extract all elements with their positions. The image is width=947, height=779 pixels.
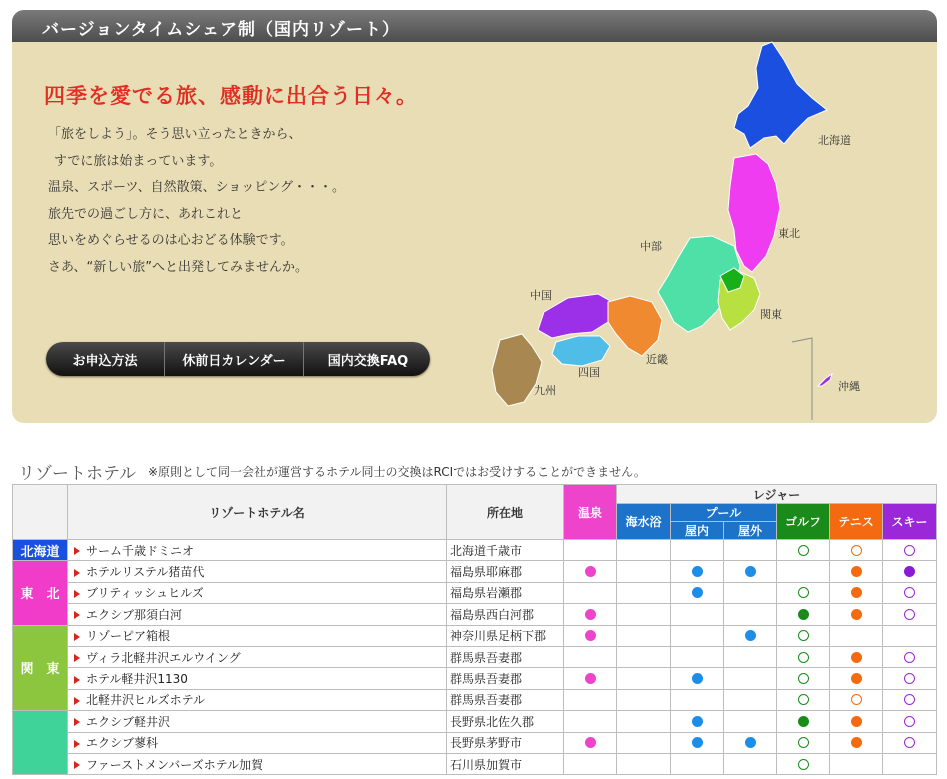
facility-pool-out-cell — [724, 561, 777, 582]
header-location: 所在地 — [447, 485, 564, 540]
filled-circle-icon — [851, 566, 862, 577]
facility-beach-cell — [617, 668, 671, 689]
page-title: バージョンタイムシェア制（国内リゾート） — [42, 20, 400, 40]
filled-circle-icon — [851, 716, 862, 727]
intro-text — [48, 122, 345, 281]
facility-onsen-cell — [564, 625, 617, 646]
hotel-name-link[interactable] — [68, 753, 447, 774]
hotel-name: エクシブ軽井沢 — [86, 714, 171, 729]
section-title: リゾートホテル — [18, 464, 137, 484]
hotel-location: 群馬県吾妻郡 — [447, 668, 564, 689]
header-pool-outdoor: 屋外 — [724, 522, 777, 540]
facility-ski-cell — [883, 668, 937, 689]
hotel-name: エクシブ那須白河 — [86, 607, 183, 622]
facility-pool-in-cell — [671, 668, 724, 689]
facility-beach-cell — [617, 646, 671, 667]
open-circle-icon — [851, 545, 862, 556]
tagline: 四季を愛でる旅、感動に出合う日々。 — [44, 83, 418, 108]
filled-circle-icon — [851, 587, 862, 598]
hotel-location: 福島県耶麻郡 — [447, 561, 564, 582]
hero-panel — [12, 10, 937, 423]
facility-beach-cell — [617, 711, 671, 732]
filled-circle-icon — [585, 609, 596, 620]
facility-beach-cell — [617, 561, 671, 582]
table-row — [13, 646, 937, 667]
facility-tennis-cell — [830, 689, 883, 710]
open-circle-icon — [851, 694, 862, 705]
facility-ski-cell — [883, 689, 937, 710]
table-row — [13, 668, 937, 689]
header-pool: プール — [671, 504, 777, 522]
hotel-name: ブリティッシュヒルズ — [86, 586, 204, 601]
facility-golf-cell — [777, 668, 830, 689]
facility-onsen-cell — [564, 711, 617, 732]
facility-beach-cell — [617, 625, 671, 646]
filled-circle-icon — [745, 630, 756, 641]
section-note: ※原則として同一会社が運営するホテル同士の交換はRCIではお受けすることができません。 — [148, 465, 646, 479]
hotel-name: 北軽井沢ヒルズホテル — [86, 693, 206, 708]
facility-onsen-cell — [564, 646, 617, 667]
open-circle-icon — [904, 587, 915, 598]
filled-circle-icon — [585, 673, 596, 684]
facility-golf-cell — [777, 732, 830, 753]
map-label-kyushu: 九州 — [534, 384, 556, 397]
hotel-name: ヴィラ北軽井沢エルウイング — [86, 650, 241, 665]
filled-circle-icon — [585, 566, 596, 577]
map-label-okinawa: 沖縄 — [838, 380, 860, 393]
okinawa-inset-frame — [792, 338, 812, 420]
map-region-kinki[interactable] — [608, 296, 662, 356]
header-leisure: レジャー — [617, 485, 937, 504]
facility-pool-in-cell — [671, 582, 724, 603]
hotel-name-link[interactable] — [68, 561, 447, 582]
facility-pool-out-cell — [724, 668, 777, 689]
facility-pool-out-cell — [724, 604, 777, 625]
filled-circle-icon — [692, 716, 703, 727]
intro-line: すでに旅は始まっています。 — [54, 153, 223, 169]
arrow-right-icon — [74, 654, 80, 662]
region-cell — [13, 711, 68, 775]
hotel-location: 長野県茅野市 — [447, 732, 564, 753]
facility-pool-out-cell — [724, 711, 777, 732]
arrow-right-icon — [74, 718, 80, 726]
filled-circle-icon — [692, 566, 703, 577]
intro-line: 旅先での過ごし方に、あれこれと — [48, 206, 244, 222]
filled-circle-icon — [692, 737, 703, 748]
open-circle-icon — [798, 545, 809, 556]
facility-pool-in-cell — [671, 625, 724, 646]
header-pool-indoor: 屋内 — [671, 522, 724, 540]
facility-onsen-cell — [564, 582, 617, 603]
intro-line: 思いをめぐらせるのは心おどる体験です。 — [48, 233, 294, 248]
facility-golf-cell — [777, 711, 830, 732]
open-circle-icon — [904, 737, 915, 748]
open-circle-icon — [904, 652, 915, 663]
hotel-name-link[interactable] — [68, 540, 447, 561]
arrow-right-icon — [74, 633, 80, 641]
filled-circle-icon — [692, 587, 703, 598]
hotel-name-link[interactable] — [68, 582, 447, 603]
facility-golf-cell — [777, 604, 830, 625]
facility-ski-cell — [883, 732, 937, 753]
facility-ski-cell — [883, 753, 937, 774]
arrow-right-icon — [74, 547, 80, 555]
facility-golf-cell — [777, 561, 830, 582]
arrow-right-icon — [74, 761, 80, 769]
hotel-name-link[interactable] — [68, 711, 447, 732]
map-label-chubu: 中部 — [640, 240, 662, 253]
table-row — [13, 753, 937, 774]
arrow-right-icon — [74, 569, 80, 577]
facility-pool-in-cell — [671, 646, 724, 667]
facility-onsen-cell — [564, 732, 617, 753]
filled-circle-icon — [585, 737, 596, 748]
open-circle-icon — [798, 737, 809, 748]
facility-tennis-cell — [830, 753, 883, 774]
table-row — [13, 540, 937, 561]
hotel-location: 群馬県吾妻郡 — [447, 689, 564, 710]
map-label-tohoku: 東北 — [778, 227, 800, 240]
facility-beach-cell — [617, 540, 671, 561]
intro-line: さあ、“新しい旅”へと出発してみませんか。 — [48, 259, 308, 275]
hotel-location: 福島県岩瀬郡 — [447, 582, 564, 603]
filled-circle-icon — [904, 566, 915, 577]
facility-beach-cell — [617, 582, 671, 603]
open-circle-icon — [904, 609, 915, 620]
table-row — [13, 711, 937, 732]
hotel-name-link[interactable] — [68, 668, 447, 689]
table-row — [13, 604, 937, 625]
facility-pool-in-cell — [671, 561, 724, 582]
resort-hotel-table — [12, 484, 937, 775]
facility-onsen-cell — [564, 668, 617, 689]
table-row — [13, 625, 937, 646]
facility-pool-in-cell — [671, 604, 724, 625]
map-region-hokkaido[interactable] — [734, 42, 827, 148]
facility-pool-in-cell — [671, 711, 724, 732]
arrow-right-icon — [74, 676, 80, 684]
map-label-hokkaido: 北海道 — [818, 134, 851, 147]
facility-golf-cell — [777, 582, 830, 603]
hotel-location: 群馬県吾妻郡 — [447, 646, 564, 667]
arrow-right-icon — [74, 590, 80, 598]
facility-tennis-cell — [830, 604, 883, 625]
hotel-name: ホテル軽井沢1130 — [86, 672, 188, 687]
facility-beach-cell — [617, 732, 671, 753]
hotel-name-link[interactable] — [68, 646, 447, 667]
facility-onsen-cell — [564, 753, 617, 774]
facility-onsen-cell — [564, 604, 617, 625]
map-label-shikoku: 四国 — [578, 366, 600, 379]
facility-golf-cell — [777, 625, 830, 646]
intro-line: 「旅をしよう」。そう思い立ったときから、 — [48, 127, 302, 142]
facility-pool-out-cell — [724, 646, 777, 667]
facility-tennis-cell — [830, 561, 883, 582]
open-circle-icon — [904, 545, 915, 556]
filled-circle-icon — [692, 673, 703, 684]
hero-header — [12, 10, 937, 42]
table-body — [13, 540, 937, 775]
hotel-name-link[interactable] — [68, 625, 447, 646]
arrow-right-icon — [74, 697, 80, 705]
facility-ski-cell — [883, 646, 937, 667]
map-label-kinki: 近畿 — [646, 353, 668, 366]
hotel-location: 長野県北佐久郡 — [447, 711, 564, 732]
hotel-name: サーム千歳ドミニオ — [86, 543, 195, 558]
open-circle-icon — [798, 630, 809, 641]
facility-tennis-cell — [830, 646, 883, 667]
filled-circle-icon — [851, 737, 862, 748]
filled-circle-icon — [745, 737, 756, 748]
header-onsen: 温泉 — [564, 485, 617, 540]
hotel-location: 福島県西白河郡 — [447, 604, 564, 625]
facility-golf-cell — [777, 689, 830, 710]
facility-pool-in-cell — [671, 732, 724, 753]
facility-onsen-cell — [564, 540, 617, 561]
hotel-name: ファーストメンバーズホテル加賀 — [86, 757, 264, 772]
facility-ski-cell — [883, 561, 937, 582]
facility-pool-in-cell — [671, 540, 724, 561]
facility-pool-out-cell — [724, 753, 777, 774]
filled-circle-icon — [798, 609, 809, 620]
filled-circle-icon — [585, 630, 596, 641]
hotel-location: 神奈川県足柄下郡 — [447, 625, 564, 646]
facility-pool-out-cell — [724, 625, 777, 646]
facility-onsen-cell — [564, 689, 617, 710]
hotel-name-link[interactable] — [68, 604, 447, 625]
hotel-name-link[interactable] — [68, 689, 447, 710]
region-cell: 関 東 — [13, 625, 68, 711]
header-hotel-name: リゾートホテル名 — [68, 485, 447, 540]
hotel-location: 北海道千歳市 — [447, 540, 564, 561]
facility-pool-out-cell — [724, 689, 777, 710]
region-cell: 東 北 — [13, 561, 68, 625]
filled-circle-icon — [851, 673, 862, 684]
hotel-location: 石川県加賀市 — [447, 753, 564, 774]
facility-ski-cell — [883, 711, 937, 732]
header-golf: ゴルフ — [777, 504, 830, 540]
facility-beach-cell — [617, 689, 671, 710]
header-ski: スキー — [883, 504, 937, 540]
arrow-right-icon — [74, 740, 80, 748]
domestic-exchange-faq-button[interactable]: 国内交換FAQ — [327, 353, 409, 369]
facility-ski-cell — [883, 604, 937, 625]
facility-ski-cell — [883, 540, 937, 561]
filled-circle-icon — [745, 566, 756, 577]
arrow-right-icon — [74, 611, 80, 619]
filled-circle-icon — [851, 652, 862, 663]
hotel-name: エクシブ蓼科 — [86, 736, 159, 751]
hotel-name: ホテルリステル猪苗代 — [86, 565, 205, 580]
header-beach: 海水浴 — [617, 504, 671, 540]
facility-tennis-cell — [830, 582, 883, 603]
facility-tennis-cell — [830, 625, 883, 646]
facility-golf-cell — [777, 540, 830, 561]
facility-pool-in-cell — [671, 753, 724, 774]
facility-beach-cell — [617, 604, 671, 625]
open-circle-icon — [904, 673, 915, 684]
facility-golf-cell — [777, 646, 830, 667]
facility-beach-cell — [617, 753, 671, 774]
region-cell: 北海道 — [13, 540, 68, 561]
facility-onsen-cell — [564, 561, 617, 582]
facility-pool-out-cell — [724, 540, 777, 561]
table-row — [13, 732, 937, 753]
open-circle-icon — [798, 694, 809, 705]
table-row — [13, 561, 937, 582]
filled-circle-icon — [851, 609, 862, 620]
header-tennis: テニス — [830, 504, 883, 540]
facility-pool-in-cell — [671, 689, 724, 710]
open-circle-icon — [798, 673, 809, 684]
facility-ski-cell — [883, 625, 937, 646]
hotel-name-link[interactable] — [68, 732, 447, 753]
open-circle-icon — [798, 759, 809, 770]
header-region — [13, 485, 68, 540]
map-label-chugoku: 中国 — [530, 289, 552, 302]
facility-pool-out-cell — [724, 732, 777, 753]
facility-tennis-cell — [830, 711, 883, 732]
facility-tennis-cell — [830, 668, 883, 689]
application-method-button[interactable]: お申込方法 — [46, 342, 165, 376]
table-row — [13, 689, 937, 710]
holiday-calendar-button[interactable]: 休前日カレンダー — [165, 342, 304, 376]
filled-circle-icon — [798, 716, 809, 727]
facility-ski-cell — [883, 582, 937, 603]
facility-tennis-cell — [830, 732, 883, 753]
japan-map — [472, 40, 937, 423]
facility-golf-cell — [777, 753, 830, 774]
map-region-okinawa[interactable] — [818, 374, 832, 386]
open-circle-icon — [798, 587, 809, 598]
open-circle-icon — [904, 716, 915, 727]
table-row — [13, 582, 937, 603]
facility-pool-out-cell — [724, 582, 777, 603]
map-region-shikoku[interactable] — [552, 336, 610, 366]
facility-tennis-cell — [830, 540, 883, 561]
open-circle-icon — [798, 652, 809, 663]
map-label-kanto: 関東 — [760, 308, 782, 321]
intro-line: 温泉、スポーツ、自然散策、ショッピング・・・。 — [48, 180, 346, 195]
hotel-name: リゾーピア箱根 — [86, 629, 171, 644]
open-circle-icon — [904, 694, 915, 705]
hero-button-bar — [46, 342, 430, 376]
